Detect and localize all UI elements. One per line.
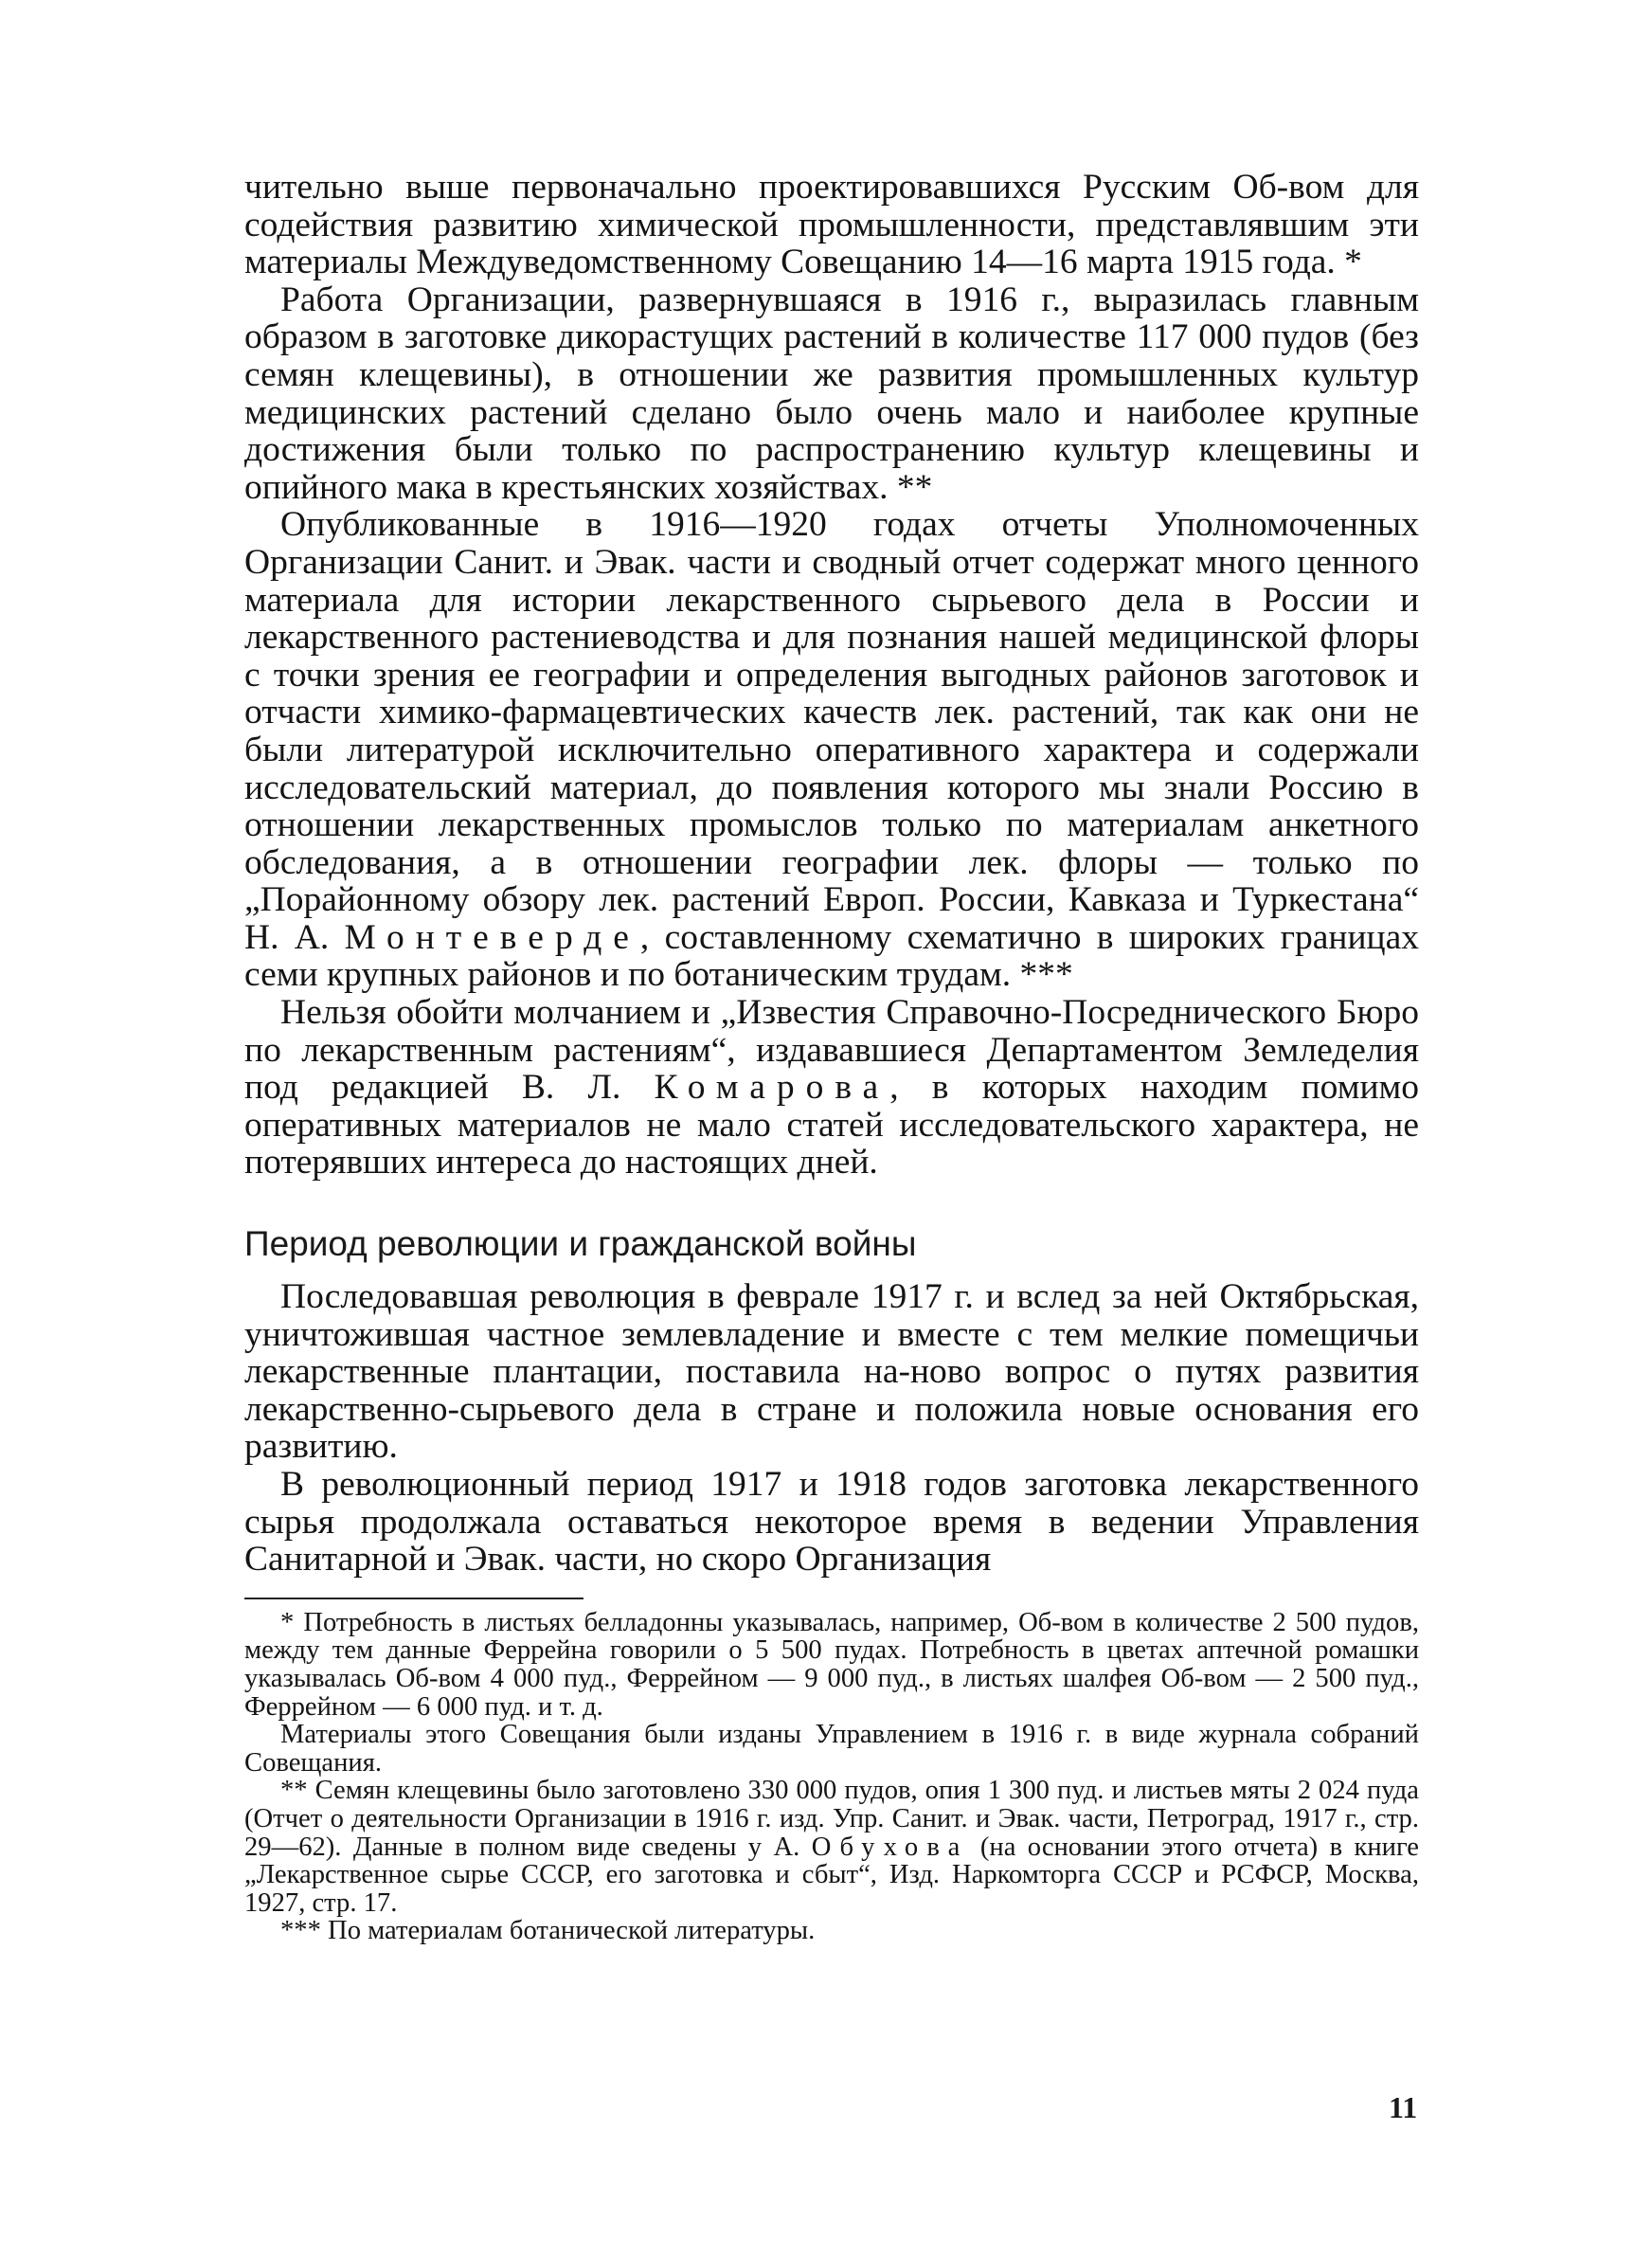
page-number: 11 xyxy=(1389,2090,1418,2124)
section-text xyxy=(244,1278,1419,1579)
paragraph-3: Опубликованные в 1916—1920 годах отчеты Уполномоченных Организации Санит. и Эвак. части и сводный отчет содержат много ценного материала для истории лекарственного сырьевого дела в России и лекарственного растениеводства и для познания нашей медицинской флоры с точки зрения ее географии и определения выгодных районов заготовок и отчасти химико-фармацевтических качеств лек. растений, так как они не были литературой исключительно оперативного характера и содержали исследовательский материал, до появления которого мы знали Россию в отношении лекарственных промыслов только по материалам анкетного обследования, а в отношении географии лек. флоры — только по „Порайонному обзору лек. растений Европ. России, Кавказа и Туркестана“ Н. А. Монтеверде, составленному схематично в широких границах семи крупных районов и по ботаническим трудам. *** xyxy=(244,505,1419,995)
section-heading: Период революции и гражданской войны xyxy=(244,1224,917,1264)
spaced-surname: Комарова xyxy=(654,1068,890,1108)
paragraph-5: Последовавшая революция в феврале 1917 г. и вслед за ней Октябрьская, уничтожившая частное землевладение и вместе с тем мелкие помещичьи лекарственные плантации, поставила на-ново вопрос о путях развития лекарственно-сырьевого дела в стране и положила новые основания его развитию. xyxy=(244,1277,1419,1467)
book-page xyxy=(244,169,1419,2121)
paragraph-1: чительно выше первоначально проектировавшихся Русским Об-вом для содействия развитию химической промышленности, представлявшим эти материалы Междуведомственному Совещанию 14—16 марта 1915 года. * xyxy=(244,168,1419,282)
paragraph-4: Нельзя обойти молчанием и „Известия Справочно-Посреднического Бюро по лекарственным растениям“, издававшиеся Департаментом Земледелия под редакцией В. Л. Комарова, в которых находим помимо оперативных материалов не мало статей исследовательского характера, не потерявших интереса до настоящих дней. xyxy=(244,993,1419,1183)
paragraph-6: В революционный период 1917 и 1918 годов заготовка лекарственного сырья продолжала оставаться некоторое время в ведении Управления Санитарной и Эвак. части, но скоро Организация xyxy=(244,1465,1419,1580)
paragraph-2: Работа Организации, развернувшаяся в 1916 г., выразилась главным образом в заготовке дикорастущих растений в количестве 117 000 пудов (без семян клещевины), в отношении же развития промышленных культур медицинских растений сделано было очень мало и наиболее крупные достижения были только по распространению культур клещевины и опийного мака в крестьянских хозяйствах. ** xyxy=(244,280,1419,507)
spaced-surname: Обухова xyxy=(811,1832,969,1862)
footnotes xyxy=(244,1609,1419,1945)
spaced-surname: Монтеверде xyxy=(344,917,640,957)
footnote-1-note: Материалы этого Совещания были изданы Управлением в 1916 г. в виде журнала собраний Совещания. xyxy=(244,1720,1419,1778)
footnote-2: ** Семян клещевины было заготовлено 330 000 пудов, опия 1 300 пуд. и листьев мяты 2 024 пуда (Отчет о деятельности Организации в 1916 г. изд. Упр. Санит. и Эвак. части, Петроград, 1917 г., стр. 29—62). Данные в полном виде сведены у А. Обухова (на основании этого отчета) в книге „Лекарственное сырье СССР, его заготовка и сбыт“, Изд. Наркомторга СССР и РСФСР, Москва, 1927, стр. 17. xyxy=(244,1776,1419,1918)
footnote-separator xyxy=(244,1598,584,1599)
main-text xyxy=(244,169,1419,1182)
footnote-3: *** По материалам ботанической литературы. xyxy=(280,1916,816,1946)
footnote-1: * Потребность в листьях белладонны указывалась, например, Об-вом в количестве 2 500 пудов, между тем данные Феррейна говорили о 5 500 пудах. Потребность в цветах аптечной ромашки указывалась Об-вом 4 000 пуд., Феррейном — 9 000 пуд., в листьях шалфея Об-вом — 2 500 пуд., Феррейном — 6 000 пуд. и т. д. xyxy=(244,1607,1419,1722)
